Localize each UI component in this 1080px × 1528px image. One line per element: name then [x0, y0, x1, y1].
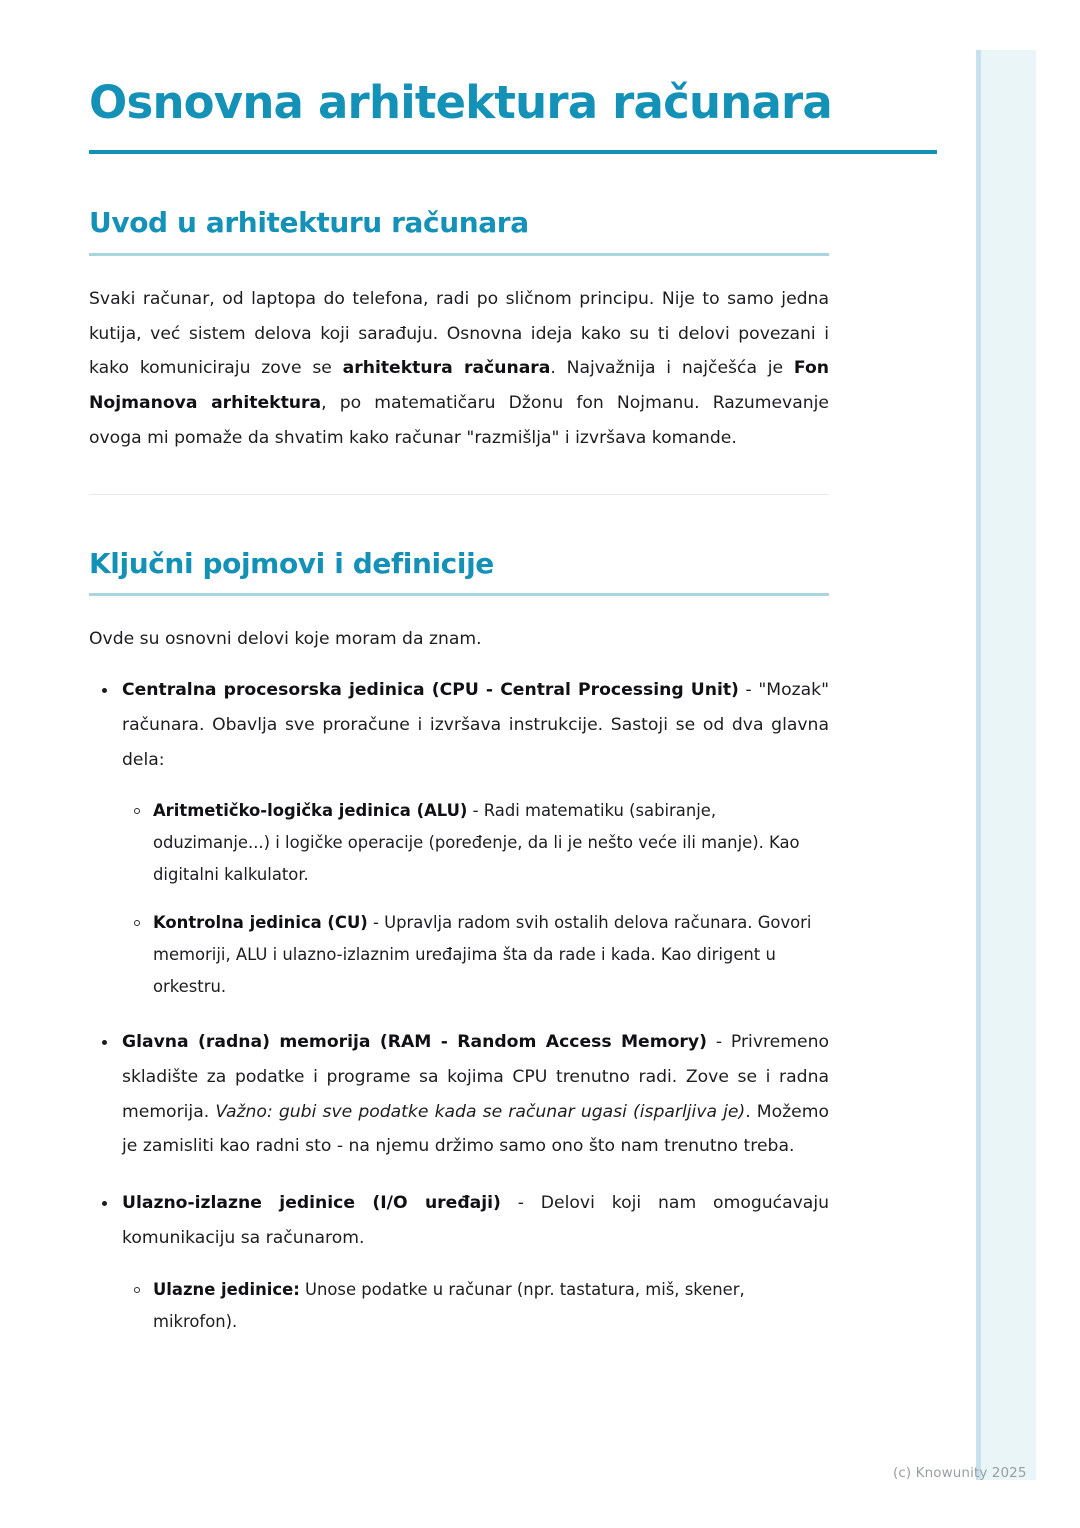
text-run: . Možemo je zamisliti kao radni sto - na njemu držimo samo ono što nam trenutno treba.	[122, 1101, 829, 1157]
key-terms-list	[89, 673, 829, 1360]
text-run: , po matematičaru Džonu fon Nojmanu. Razumevanje ovoga mi pomaže da shvatim kako računar "razmišlja" i izvršava komande.	[89, 393, 829, 448]
sub-list-item	[122, 795, 829, 891]
sub-list	[122, 1274, 829, 1338]
section-kljucni-pojmovi	[89, 547, 829, 1360]
bullet-dot-icon	[102, 688, 107, 693]
list-item-spacer	[122, 1164, 829, 1186]
text-run: Unose podatke u računar (npr. tastatura, miš, skener, mikrofon).	[153, 1279, 745, 1331]
section-heading: Uvod u arhitekturu računara	[89, 206, 529, 240]
bold-term: Fon Nojmanova arhitektura	[89, 358, 830, 414]
text-run: - Upravlja radom svih ostalih delova računara. Govori memoriji, ALU i ulazno-izlaznim uređajima šta da rade i kada. Kao dirigent u orkestru.	[153, 913, 812, 997]
bold-term: Kontrolna jedinica (CU)	[153, 913, 368, 933]
sub-list-item	[122, 907, 829, 1003]
bold-term: Aritmetičko-logička jedinica (ALU)	[153, 801, 468, 821]
list-item	[89, 1025, 829, 1186]
list-item-text	[122, 1193, 829, 1248]
bold-term: Ulazne jedinice:	[153, 1279, 300, 1299]
bullet-circle-icon	[134, 808, 140, 814]
sub-list	[122, 795, 829, 1003]
bullet-dot-icon	[102, 1040, 107, 1045]
list-item-spacer	[122, 1338, 829, 1360]
text-run: - Privremeno skladište za podatke i programe sa kojima CPU trenutno radi. Zove se i radna memorija.	[122, 1032, 829, 1122]
bullet-dot-icon	[102, 1201, 107, 1206]
sub-list-item-text	[153, 1280, 745, 1331]
bullet-circle-icon	[134, 1287, 140, 1293]
sub-list-item-text	[153, 801, 800, 884]
watermark: (c) Knowunity 2025	[893, 1465, 1027, 1481]
list-item-text	[122, 680, 829, 770]
document-content	[89, 76, 832, 1360]
bold-term: Centralna procesorska jedinica (CPU - Central Processing Unit)	[122, 680, 739, 701]
text-run: Svaki računar, od laptopa do telefona, radi po sličnom principu. Nije to samo jedna kutija, već sistem delova koji sarađuju. Osnovna ideja kako su ti delovi povezani i kako komuniciraju zove se	[89, 288, 829, 379]
list-item-spacer	[122, 1003, 829, 1025]
bold-term: Glavna (radna) memorija (RAM - Random Access Memory)	[122, 1032, 707, 1053]
section-intro-text: Ovde su osnovni delovi koje moram da znam.	[89, 629, 482, 650]
section-heading: Ključni pojmovi i definicije	[89, 546, 494, 580]
italic-note: Važno: gubi sve podatke kada se računar ugasi (isparljiva je)	[215, 1101, 746, 1122]
text-run: . Najvažnija i najčešća je	[550, 358, 794, 379]
intro-paragraph	[89, 282, 829, 456]
decorative-side-panel	[976, 50, 1036, 1480]
bold-term: Ulazno-izlazne jedinice (I/O uređaji)	[122, 1193, 501, 1214]
bold-term: arhitektura računara	[342, 358, 551, 379]
bullet-circle-icon	[134, 920, 140, 926]
sub-list-item-text	[153, 913, 811, 996]
page-title: Osnovna arhitektura računara	[89, 76, 832, 129]
list-item	[89, 1186, 829, 1359]
text-run: - Delovi koji nam omogućavaju komunikaciju sa računarom.	[122, 1193, 829, 1248]
sub-list-item	[122, 1274, 829, 1338]
list-item	[89, 673, 829, 1025]
list-item-text	[122, 1032, 829, 1156]
text-run: - Radi matematiku (sabiranje, oduzimanje...) i logičke operacije (poređenje, da li je nešto veće ili manje). Kao digitalni kalkulator.	[153, 801, 800, 885]
section-uvod	[89, 206, 829, 455]
decorative-side-panel-edge	[976, 50, 981, 1480]
text-run: - "Mozak" računara. Obavlja sve proračune i izvršava instrukcije. Sastoji se od dva glavna dela:	[122, 680, 830, 770]
